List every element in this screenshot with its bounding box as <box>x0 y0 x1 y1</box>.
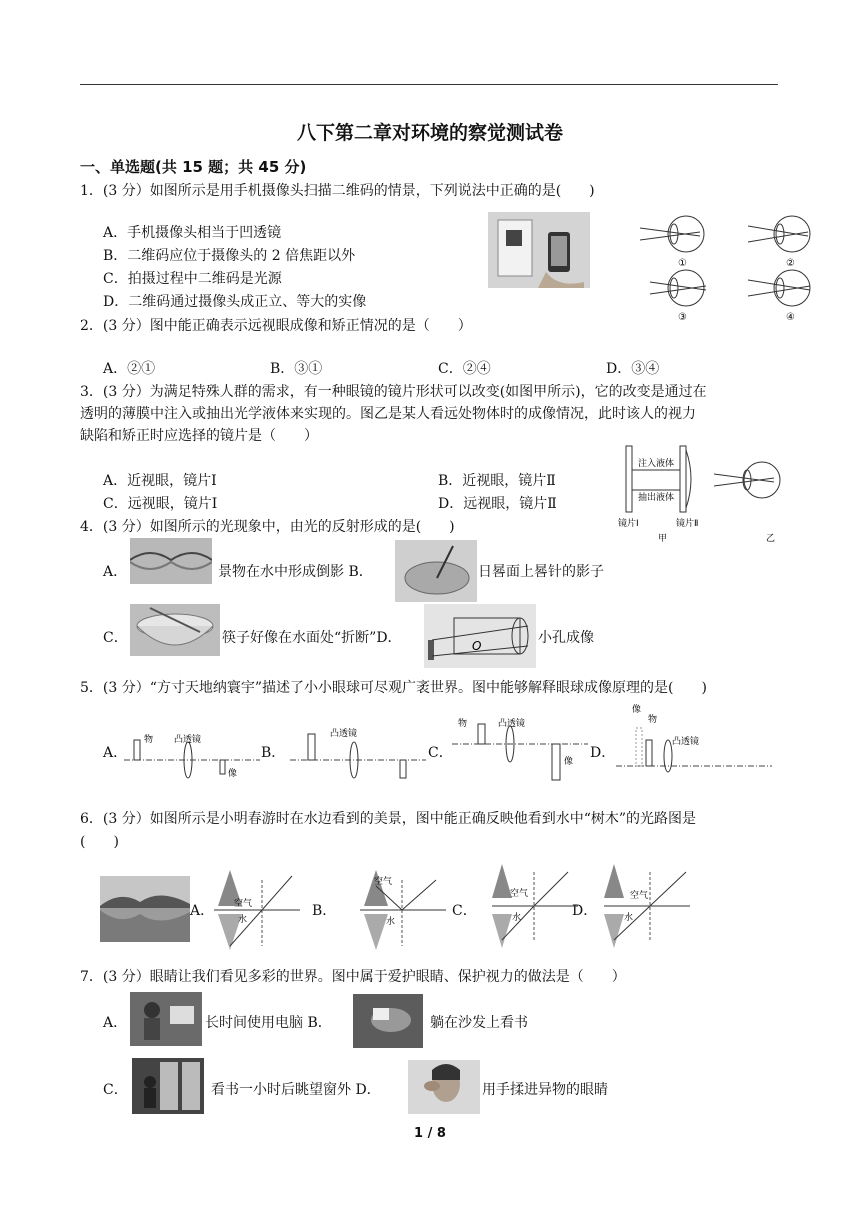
q7-label-a: A． <box>103 1015 128 1031</box>
sundial-photo <box>395 540 477 602</box>
q6-stem-line2: ( ) <box>80 834 119 850</box>
q6-label-a: A． <box>190 903 215 919</box>
fig-lens: 凸透镜 <box>330 729 358 739</box>
sundial-illustration <box>395 540 477 602</box>
q1-stem: 1．(3 分）如图所示是用手机摄像头扫描二维码的情景，下列说法中正确的是( ) <box>80 183 595 199</box>
fig-image: 像 <box>228 769 238 779</box>
qr-scan-photo <box>488 212 590 288</box>
q3-stem-line3: 缺陷和矫正时应选择的镜片是（ ） <box>80 428 318 444</box>
bridge-reflection-illustration <box>130 538 212 584</box>
q3-stem-line2: 透明的薄膜中注入或抽出光学液体来实现的。图乙是某人看远处物体时的成像情况，此时该人的视力 <box>80 406 696 422</box>
fig-o-label: O <box>472 639 482 653</box>
rubbing-eye-illustration <box>408 1060 480 1114</box>
q7-option-a-text: 长时间使用电脑 B． <box>205 1015 332 1031</box>
q4-option-d-text: 小孔成像 <box>538 630 594 646</box>
fig-lens2: 镜片Ⅱ <box>676 519 699 529</box>
q2-option-b: B．③① <box>270 361 323 377</box>
q4-option-b-text: 日晷面上晷针的影子 <box>478 564 604 580</box>
fig-water: 水 <box>238 915 248 925</box>
fig-label-2: ② <box>786 258 795 269</box>
page-title: 八下第二章对环境的察觉测试卷 <box>296 122 563 144</box>
rubbing-eye-photo <box>408 1060 480 1114</box>
q6-label-c: C． <box>452 903 477 919</box>
fig-air: 空气 <box>374 877 393 887</box>
fig-object: 物 <box>648 715 658 725</box>
lake-scenery-illustration <box>100 876 190 942</box>
fig-object: 物 <box>458 719 468 729</box>
chopstick-bowl-illustration <box>130 604 220 656</box>
q4-label-a: A． <box>103 564 128 580</box>
fig-label-4: ④ <box>786 312 795 322</box>
fig-air: 空气 <box>510 889 529 899</box>
q6-label-d: D． <box>572 903 598 919</box>
fig-image: 像 <box>632 705 642 715</box>
q4-label-c: C． <box>103 630 128 646</box>
pinhole-camera-photo <box>424 604 536 668</box>
q7-option-d-text: 用手揉进异物的眼睛 <box>482 1082 608 1098</box>
lens-diagram-a <box>124 714 260 784</box>
fig-extract: 抽出液体 <box>638 493 675 503</box>
q1-option-a: A．手机摄像头相当于凹透镜 <box>103 225 282 241</box>
q7-label-c: C． <box>103 1082 128 1098</box>
adjustable-lens-diagram <box>614 440 784 546</box>
q2-option-a: A．②① <box>103 361 156 377</box>
fig-yi: 乙 <box>766 534 776 544</box>
fig-jia: 甲 <box>658 534 668 544</box>
fig-lens: 凸透镜 <box>672 737 700 747</box>
q4-stem: 4．(3 分）如图所示的光现象中，由光的反射形成的是( ) <box>80 519 455 535</box>
fig-label-3: ③ <box>678 312 687 322</box>
light-path-d <box>600 862 694 950</box>
q4-option-a-text: 景物在水中形成倒影 B． <box>218 564 373 580</box>
q5-label-d: D． <box>590 745 616 761</box>
page-number: 1 / 8 <box>414 1126 446 1141</box>
computer-use-illustration <box>130 992 202 1046</box>
fig-inject: 注入液体 <box>638 459 675 469</box>
light-path-b <box>356 866 450 954</box>
q7-option-b-text: 躺在沙发上看书 <box>430 1015 528 1031</box>
q4-option-c-text: 筷子好像在水面处“折断”D． <box>222 630 402 646</box>
fig-object: 物 <box>144 735 154 745</box>
window-view-illustration <box>132 1058 204 1114</box>
lying-reading-illustration <box>353 994 423 1048</box>
q1-option-b: B．二维码应位于摄像头的 2 倍焦距以外 <box>103 248 356 264</box>
q3-option-c: C．远视眼，镜片Ⅰ <box>103 496 218 512</box>
q7-stem: 7．(3 分）眼睛让我们看见多彩的世界。图中属于爱护眼睛、保护视力的做法是（ ） <box>80 969 626 985</box>
lens-diagram-b <box>290 714 426 784</box>
q1-option-c: C．拍摄过程中二维码是光源 <box>103 271 282 287</box>
q3-option-a: A．近视眼，镜片Ⅰ <box>103 473 217 489</box>
computer-use-photo <box>130 992 202 1046</box>
fig-water: 水 <box>512 913 522 923</box>
q2-option-c: C．②④ <box>438 361 491 377</box>
window-view-photo <box>132 1058 204 1114</box>
lens-diagram-c <box>452 712 588 788</box>
fig-lens1: 镜片Ⅰ <box>618 519 639 529</box>
lying-reading-photo <box>353 994 423 1048</box>
lens-diagram-d <box>616 702 772 774</box>
q2-option-d: D．③④ <box>606 361 660 377</box>
fig-water: 水 <box>386 917 396 927</box>
q5-stem: 5．(3 分）“方寸天地纳寰宇”描述了小小眼球可尽观广袤世界。图中能够解释眼球成像原理的是( ) <box>80 680 707 696</box>
section-heading: 一、单选题(共 15 题；共 45 分) <box>80 158 307 176</box>
light-path-c <box>488 862 582 950</box>
fig-lens: 凸透镜 <box>498 719 526 729</box>
fig-image: 像 <box>564 757 574 767</box>
bridge-reflection-photo <box>130 538 212 584</box>
q5-label-c: C． <box>428 745 453 761</box>
q2-stem: 2．(3 分）图中能正确表示远视眼成像和矫正情况的是（ ） <box>80 318 472 334</box>
q3-option-d: D．远视眼，镜片Ⅱ <box>438 496 557 512</box>
lake-scenery-photo <box>100 876 190 942</box>
header-rule <box>80 84 778 85</box>
q7-option-c-text: 看书一小时后眺望窗外 D． <box>211 1082 381 1098</box>
fig-label-1: ① <box>678 258 687 269</box>
fig-air: 空气 <box>234 899 253 909</box>
pinhole-camera-illustration <box>424 604 536 668</box>
fig-water: 水 <box>624 913 634 923</box>
q6-label-b: B． <box>312 903 337 919</box>
q3-stem-line1: 3．(3 分）为满足特殊人群的需求，有一种眼镜的镜片形状可以改变(如图甲所示)，它的改变是通过在 <box>80 384 707 400</box>
fig-lens: 凸透镜 <box>174 735 202 745</box>
q5-label-b: B． <box>261 745 286 761</box>
q1-option-d: D．二维码通过摄像头成正立、等大的实像 <box>103 294 367 310</box>
light-path-a <box>210 866 304 954</box>
fig-air: 空气 <box>630 891 649 901</box>
q5-label-a: A． <box>103 745 128 761</box>
chopstick-bowl-photo <box>130 604 220 656</box>
q6-stem-line1: 6．(3 分）如图所示是小明春游时在水边看到的美景，图中能正确反映他看到水中“树木”的光路图是 <box>80 811 697 827</box>
eye-diagrams <box>640 206 820 322</box>
q3-option-b: B．近视眼，镜片Ⅱ <box>438 473 556 489</box>
qr-scan-illustration <box>488 212 590 288</box>
